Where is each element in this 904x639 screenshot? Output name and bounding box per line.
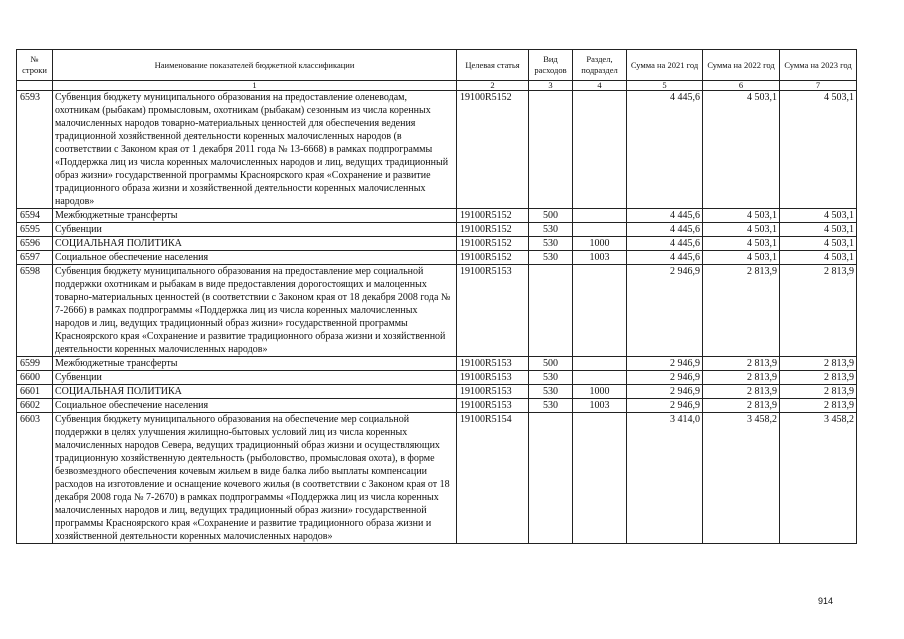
row-number: 6600 bbox=[17, 371, 53, 385]
sum-2021: 2 946,9 bbox=[627, 357, 703, 371]
sum-2021: 4 445,6 bbox=[627, 237, 703, 251]
row-number: 6595 bbox=[17, 223, 53, 237]
sum-2021: 2 946,9 bbox=[627, 371, 703, 385]
sum-2022: 4 503,1 bbox=[703, 251, 780, 265]
expense-type: 530 bbox=[529, 399, 573, 413]
sum-2022: 2 813,9 bbox=[703, 265, 780, 357]
section-code bbox=[573, 265, 627, 357]
column-number: 5 bbox=[627, 81, 703, 91]
sum-2021: 2 946,9 bbox=[627, 385, 703, 399]
table-row bbox=[17, 357, 857, 371]
header-target-article: Целевая статья bbox=[457, 50, 529, 81]
column-number: 1 bbox=[53, 81, 457, 91]
row-number: 6603 bbox=[17, 413, 53, 544]
sum-2022: 4 503,1 bbox=[703, 223, 780, 237]
expense-type bbox=[529, 91, 573, 209]
target-article: 19100R5154 bbox=[457, 413, 529, 544]
header-name: Наименование показателей бюджетной классификации bbox=[53, 50, 457, 81]
expense-type: 530 bbox=[529, 251, 573, 265]
sum-2021: 4 445,6 bbox=[627, 223, 703, 237]
target-article: 19100R5153 bbox=[457, 357, 529, 371]
table-row bbox=[17, 251, 857, 265]
section-code: 1003 bbox=[573, 251, 627, 265]
table-row bbox=[17, 223, 857, 237]
target-article: 19100R5153 bbox=[457, 385, 529, 399]
row-number: 6596 bbox=[17, 237, 53, 251]
budget-table bbox=[16, 49, 857, 544]
expense-type: 530 bbox=[529, 237, 573, 251]
column-number: 6 bbox=[703, 81, 780, 91]
section-code: 1000 bbox=[573, 237, 627, 251]
expense-type: 530 bbox=[529, 385, 573, 399]
page-number: 914 bbox=[818, 596, 834, 606]
row-name: Субвенции bbox=[53, 371, 457, 385]
sum-2023: 4 503,1 bbox=[780, 237, 857, 251]
sum-2021: 2 946,9 bbox=[627, 399, 703, 413]
section-code: 1003 bbox=[573, 399, 627, 413]
table-row bbox=[17, 371, 857, 385]
row-number: 6593 bbox=[17, 91, 53, 209]
target-article: 19100R5152 bbox=[457, 223, 529, 237]
section-code bbox=[573, 413, 627, 544]
table-row bbox=[17, 209, 857, 223]
section-code bbox=[573, 91, 627, 209]
row-number: 6598 bbox=[17, 265, 53, 357]
sum-2023: 2 813,9 bbox=[780, 399, 857, 413]
expense-type: 530 bbox=[529, 371, 573, 385]
budget-table-page bbox=[16, 49, 856, 544]
sum-2023: 4 503,1 bbox=[780, 223, 857, 237]
section-code bbox=[573, 223, 627, 237]
target-article: 19100R5152 bbox=[457, 209, 529, 223]
header-expense-type: Вид расходов bbox=[529, 50, 573, 81]
sum-2022: 2 813,9 bbox=[703, 385, 780, 399]
table-header-row bbox=[17, 50, 857, 81]
table-row bbox=[17, 413, 857, 544]
sum-2022: 2 813,9 bbox=[703, 371, 780, 385]
section-code bbox=[573, 371, 627, 385]
row-number: 6597 bbox=[17, 251, 53, 265]
row-name: Социальное обеспечение населения bbox=[53, 251, 457, 265]
row-name: Межбюджетные трансферты bbox=[53, 209, 457, 223]
header-sum-2022: Сумма на 2022 год bbox=[703, 50, 780, 81]
column-number: 3 bbox=[529, 81, 573, 91]
header-sum-2021: Сумма на 2021 год bbox=[627, 50, 703, 81]
sum-2021: 4 445,6 bbox=[627, 91, 703, 209]
sum-2023: 2 813,9 bbox=[780, 357, 857, 371]
row-name: Социальное обеспечение населения bbox=[53, 399, 457, 413]
sum-2023: 3 458,2 bbox=[780, 413, 857, 544]
table-row bbox=[17, 385, 857, 399]
sum-2022: 3 458,2 bbox=[703, 413, 780, 544]
table-row bbox=[17, 265, 857, 357]
table-row bbox=[17, 399, 857, 413]
row-number: 6599 bbox=[17, 357, 53, 371]
expense-type: 530 bbox=[529, 223, 573, 237]
table-row bbox=[17, 91, 857, 209]
sum-2021: 4 445,6 bbox=[627, 251, 703, 265]
sum-2023: 4 503,1 bbox=[780, 91, 857, 209]
expense-type: 500 bbox=[529, 357, 573, 371]
row-name: Субвенция бюджету муниципального образования на обеспечение мер социальной поддержки в целях улучшения жилищно-бытовых условий лиц из числа коренных малочисленных народов Севера, ведущих традиционный образ жизни и осуществляющих традиционную хозяйственную деятельность (рыболовство, промысловая охота), в форме безвозмездного обеспечения кочевым жильем в виде балка либо выплаты компенсации расходов на изготовление и оснащение кочевого жилья (в соответствии с Законом края от 18 декабря 2008 года № 7-2670) в рамках подпрограммы «Поддержка лиц из числа коренных малочисленных народов и лиц, ведущих традиционный образ жизни» государственной программы Красноярского края «Сохранение и развитие традиционного образа жизни и хозяйственной деятельности коренных малочисленных народов» bbox=[53, 413, 457, 544]
row-number: 6601 bbox=[17, 385, 53, 399]
target-article: 19100R5153 bbox=[457, 371, 529, 385]
table-row bbox=[17, 237, 857, 251]
sum-2023: 4 503,1 bbox=[780, 209, 857, 223]
sum-2021: 3 414,0 bbox=[627, 413, 703, 544]
row-name: Межбюджетные трансферты bbox=[53, 357, 457, 371]
target-article: 19100R5152 bbox=[457, 237, 529, 251]
row-number: 6602 bbox=[17, 399, 53, 413]
target-article: 19100R5152 bbox=[457, 251, 529, 265]
row-name: СОЦИАЛЬНАЯ ПОЛИТИКА bbox=[53, 237, 457, 251]
sum-2022: 4 503,1 bbox=[703, 209, 780, 223]
column-number: 7 bbox=[780, 81, 857, 91]
target-article: 19100R5153 bbox=[457, 399, 529, 413]
expense-type bbox=[529, 265, 573, 357]
column-numbers-row bbox=[17, 81, 857, 91]
target-article: 19100R5152 bbox=[457, 91, 529, 209]
expense-type: 500 bbox=[529, 209, 573, 223]
header-section: Раздел, подраздел bbox=[573, 50, 627, 81]
sum-2022: 2 813,9 bbox=[703, 357, 780, 371]
sum-2022: 4 503,1 bbox=[703, 91, 780, 209]
header-row-number: № строки bbox=[17, 50, 53, 81]
column-number: 4 bbox=[573, 81, 627, 91]
column-number: 2 bbox=[457, 81, 529, 91]
header-sum-2023: Сумма на 2023 год bbox=[780, 50, 857, 81]
column-number bbox=[17, 81, 53, 91]
sum-2021: 4 445,6 bbox=[627, 209, 703, 223]
sum-2022: 4 503,1 bbox=[703, 237, 780, 251]
sum-2022: 2 813,9 bbox=[703, 399, 780, 413]
row-name: Субвенция бюджету муниципального образования на предоставление оленеводам, охотникам (рыбакам) промысловым, охотникам (рыбакам) сезонным из числа коренных малочисленных народов товарно-материальных ценностей для обеспечения ведения традиционной хозяйственной деятельности коренных малочисленных народов (в соответствии с Законом края от 1 декабря 2011 года № 13-6668) в рамках подпрограммы «Поддержка лиц из числа коренных малочисленных народов и лиц, ведущих традиционный образ жизни» государственной программы Красноярского края «Сохранение и развитие традиционного образа жизни и хозяйственной деятельности коренных малочисленных народов» bbox=[53, 91, 457, 209]
row-name: Субвенция бюджету муниципального образования на предоставление мер социальной поддержки охотникам и рыбакам в виде предоставления дорогостоящих и малоценных товарно-материальных ценностей (в соответствии с Законом края от 18 декабря 2008 года № 7-2666) в рамках подпрограммы «Поддержка лиц из числа коренных малочисленных народов и лиц, ведущих традиционный образ жизни» государственной программы Красноярского края «Сохранение и развитие традиционного образа жизни и хозяйственной деятельности коренных малочисленных народов» bbox=[53, 265, 457, 357]
expense-type bbox=[529, 413, 573, 544]
section-code bbox=[573, 209, 627, 223]
section-code: 1000 bbox=[573, 385, 627, 399]
sum-2023: 2 813,9 bbox=[780, 265, 857, 357]
section-code bbox=[573, 357, 627, 371]
row-name: СОЦИАЛЬНАЯ ПОЛИТИКА bbox=[53, 385, 457, 399]
sum-2023: 4 503,1 bbox=[780, 251, 857, 265]
row-number: 6594 bbox=[17, 209, 53, 223]
sum-2023: 2 813,9 bbox=[780, 371, 857, 385]
sum-2023: 2 813,9 bbox=[780, 385, 857, 399]
row-name: Субвенции bbox=[53, 223, 457, 237]
sum-2021: 2 946,9 bbox=[627, 265, 703, 357]
target-article: 19100R5153 bbox=[457, 265, 529, 357]
